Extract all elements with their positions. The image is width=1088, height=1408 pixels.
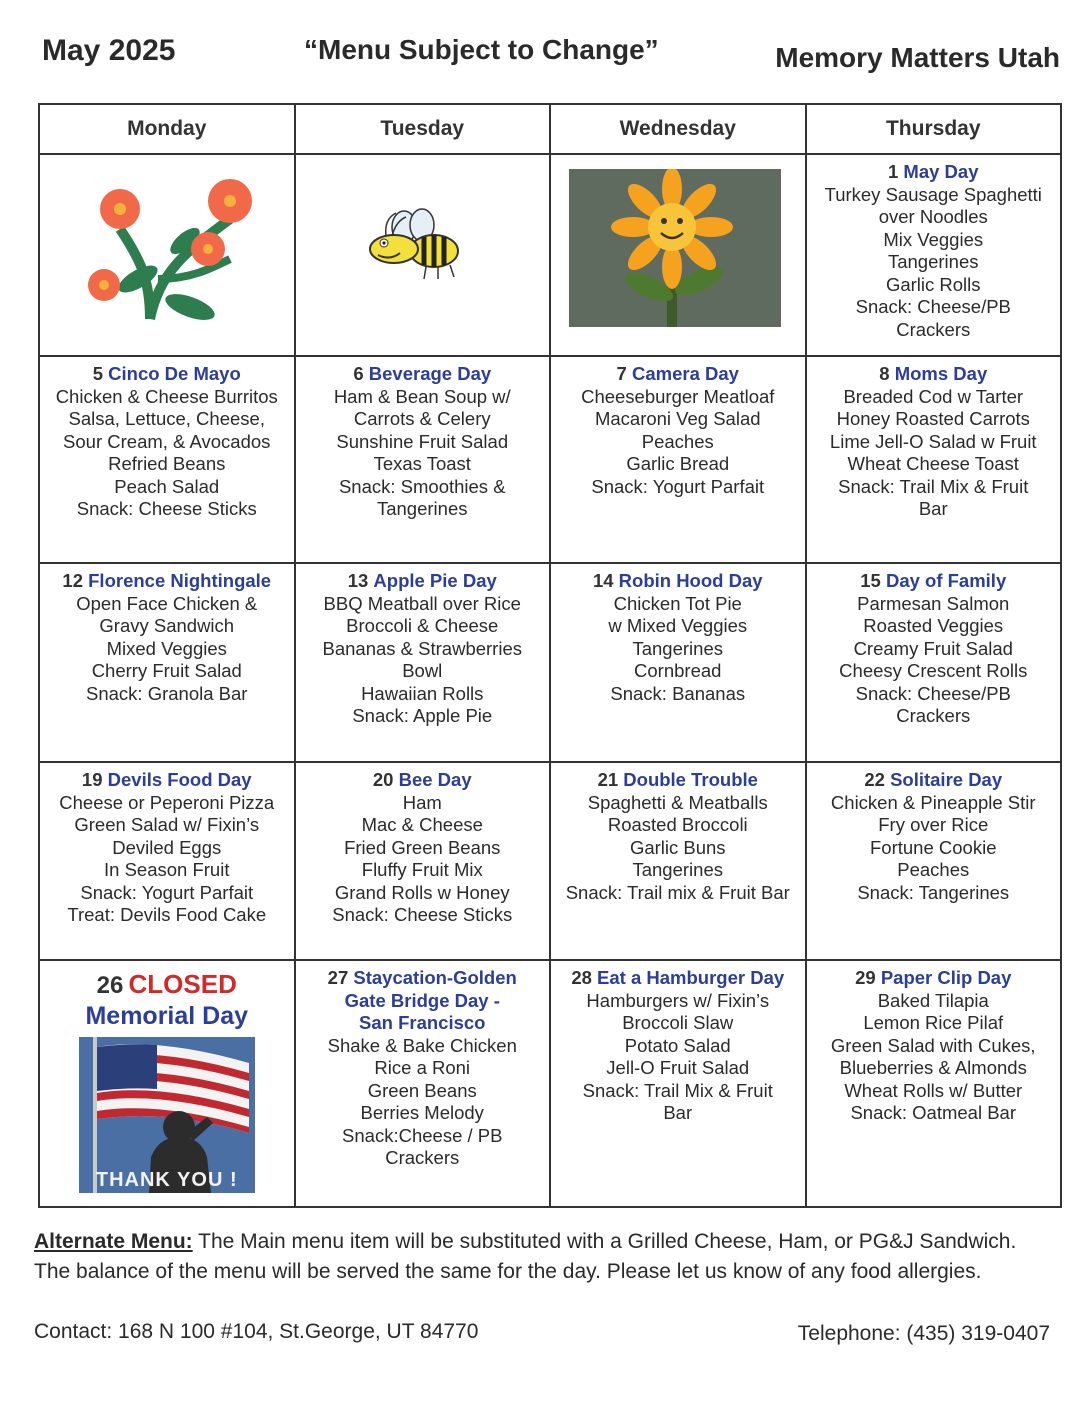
day-theme: Paper Clip Day	[880, 967, 1012, 988]
menu-line: Snack: Yogurt Parfait	[591, 475, 765, 497]
menu-line: Cheese or Peperoni Pizza	[59, 791, 275, 813]
menu-line: Wheat Cheese Toast	[847, 453, 1019, 474]
cell-week3-thu	[806, 762, 1062, 960]
menu-line: Cheesy Crescent Rolls	[839, 660, 1028, 681]
menu-line: Crackers	[896, 705, 971, 726]
menu-line: Turkey Sausage Spaghetti	[824, 183, 1042, 205]
cell-week0-tue	[295, 154, 551, 356]
menu-line: Peaches	[641, 430, 714, 452]
menu-line: Fortune Cookie	[870, 836, 997, 858]
menu-line: Fluffy Fruit Mix	[361, 859, 483, 880]
day-number: 29	[855, 967, 876, 988]
day-number: 13	[347, 570, 369, 591]
cell-week4-wed	[550, 960, 806, 1207]
cell-week1-wed	[550, 356, 806, 563]
sunflower-photo-icon	[569, 169, 781, 327]
menu-line: Ham	[402, 791, 442, 813]
day-theme: Bee Day	[398, 769, 472, 790]
menu-line: Snack: Apple Pie	[352, 705, 493, 726]
day-theme: Florence Nightingale	[88, 570, 272, 591]
menu-line: Baked Tilapia	[877, 989, 989, 1011]
day-number: 6	[353, 363, 364, 384]
menu-line: Snack: Smoothies &	[338, 475, 506, 497]
menu-line: Tangerines	[887, 251, 979, 272]
menu-line: Sunshine Fruit Salad	[336, 430, 509, 452]
menu-line: Berries Melody	[360, 1102, 484, 1123]
day-theme: Staycation-Golden	[353, 967, 517, 988]
menu-line: Sour Cream, & Avocados	[63, 430, 271, 452]
menu-line: Chicken Tot Pie	[613, 592, 742, 614]
day-number: 12	[62, 570, 83, 591]
cell-week2-thu	[806, 563, 1062, 762]
menu-line: Snack: Cheese Sticks	[332, 904, 513, 925]
org-name: Memory Matters Utah	[775, 42, 1060, 73]
cell-week1-mon	[39, 356, 295, 563]
menu-line: Bowl	[402, 660, 443, 681]
day-theme: Day of Family	[885, 570, 1007, 591]
menu-line: Snack: Cheese/PB	[855, 296, 1011, 317]
menu-line: Broccoli & Cheese	[346, 615, 499, 636]
flower-clipart-icon	[80, 169, 260, 329]
cell-week0-mon	[39, 154, 295, 356]
thank-you-banner: THANK YOU !	[95, 1168, 238, 1191]
menu-line: Shake & Bake Chicken	[327, 1034, 517, 1056]
cell-week0-wed	[550, 154, 806, 356]
menu-line: Lime Jell-O Salad w Fruit	[829, 430, 1037, 452]
menu-line: Green Beans	[367, 1079, 477, 1101]
day-theme: Apple Pie Day	[373, 570, 497, 591]
day-number: 15	[860, 570, 881, 591]
day-number: 22	[864, 769, 885, 790]
day-theme-line: San Francisco	[359, 1012, 486, 1033]
alternate-menu-note	[34, 1227, 1054, 1287]
menu-line: Bar	[663, 1102, 693, 1123]
cell-week2-tue	[295, 563, 551, 762]
day-theme: Robin Hood Day	[618, 570, 763, 591]
menu-line: Roasted Veggies	[863, 615, 1004, 636]
menu-line: w Mixed Veggies	[608, 615, 748, 636]
header-monday: Monday	[39, 104, 295, 154]
day-number: 21	[597, 769, 619, 790]
closed-label: CLOSED	[128, 969, 237, 999]
menu-line: Treat: Devils Food Cake	[67, 904, 267, 925]
day-number: 27	[327, 967, 349, 988]
telephone: Telephone: (435) 319-0407	[797, 1322, 1050, 1345]
menu-line: Crackers	[896, 318, 971, 340]
cell-week1-tue	[295, 356, 551, 563]
menu-line: Tangerines	[632, 859, 723, 880]
menu-line: Tangerines	[632, 637, 723, 659]
menu-line: Cornbread	[634, 660, 722, 681]
alternate-menu-text: The Main menu item will be substituted with a Grilled Cheese, Ham, or PG&J Sandwich. The balance of the menu will be served the same for the day. Please let us know of any food allergies.	[34, 1230, 1017, 1283]
menu-line: Wheat Rolls w/ Butter	[844, 1079, 1023, 1101]
menu-line: Cherry Fruit Salad	[91, 660, 242, 681]
cell-week1-thu	[806, 356, 1062, 563]
menu-line: Potato Salad	[624, 1034, 731, 1056]
menu-line: Snack:Cheese / PB	[342, 1124, 503, 1146]
day-theme: Cinco De Mayo	[108, 363, 241, 384]
holiday-label: Memorial Day	[85, 1001, 249, 1030]
menu-line: Chicken & Cheese Burritos	[55, 385, 278, 407]
day-theme-line: Gate Bridge Day -	[344, 989, 500, 1011]
menu-line: Snack: Yogurt Parfait	[80, 881, 254, 903]
menu-line: Texas Toast	[373, 453, 471, 474]
header-thursday: Thursday	[806, 104, 1062, 154]
menu-line: Garlic Buns	[629, 836, 726, 858]
day-number: 26	[96, 972, 124, 999]
menu-line: Snack: Cheese/PB	[855, 682, 1011, 704]
menu-line: Snack: Tangerines	[857, 881, 1010, 903]
header-wednesday: Wednesday	[550, 104, 806, 154]
cell-week3-mon	[39, 762, 295, 960]
menu-line: Rice a Roni	[374, 1057, 471, 1078]
day-theme: Solitaire Day	[890, 769, 1003, 790]
menu-line: Peach Salad	[114, 475, 220, 497]
menu-line: Snack: Oatmeal Bar	[850, 1102, 1017, 1123]
menu-line: Garlic Rolls	[885, 273, 981, 295]
menu-line: Mac & Cheese	[361, 814, 483, 835]
menu-line: Green Salad w/ Fixin’s	[74, 814, 260, 835]
cell-week3-tue	[295, 762, 551, 960]
menu-line: over Noodles	[878, 206, 988, 227]
day-theme: Beverage Day	[368, 363, 492, 384]
day-number: 14	[592, 570, 614, 591]
header-tuesday: Tuesday	[295, 104, 551, 154]
menu-line: Lemon Rice Pilaf	[863, 1012, 1004, 1033]
contact-address: Contact: 168 N 100 #104, St.George, UT 84770	[34, 1320, 479, 1343]
menu-line: Mixed Veggies	[106, 637, 227, 659]
alternate-menu-label: Alternate Menu:	[34, 1230, 193, 1253]
day-number: 5	[92, 363, 104, 384]
menu-line: Snack: Trail mix & Fruit Bar	[565, 881, 790, 903]
menu-line: Parmesan Salmon	[857, 592, 1010, 614]
menu-line: Spaghetti & Meatballs	[587, 791, 768, 813]
menu-line: Macaroni Veg Salad	[594, 408, 761, 429]
menu-line: Snack: Granola Bar	[86, 682, 248, 704]
menu-line: Cheeseburger Meatloaf	[581, 385, 775, 407]
menu-line: Gravy Sandwich	[99, 615, 235, 636]
bee-clipart-icon	[366, 203, 476, 283]
cell-week4-tue	[295, 960, 551, 1207]
menu-line: Crackers	[385, 1147, 460, 1168]
menu-line: Roasted Broccoli	[607, 814, 748, 835]
menu-line: Snack: Bananas	[610, 682, 746, 704]
day-theme: Double Trouble	[623, 769, 758, 790]
day-number: 20	[372, 769, 394, 790]
menu-line: Green Salad with Cukes,	[830, 1034, 1036, 1056]
menu-line: Open Face Chicken &	[76, 592, 258, 614]
menu-line: Snack: Trail Mix & Fruit	[582, 1079, 773, 1101]
menu-line: Snack: Trail Mix & Fruit	[838, 475, 1029, 497]
day-theme: Moms Day	[894, 363, 988, 384]
menu-line: Bananas & Strawberries	[322, 637, 522, 659]
menu-line: Hawaiian Rolls	[361, 682, 484, 704]
flag-salute-icon	[79, 1037, 255, 1193]
menu-calendar	[38, 103, 1062, 1208]
cell-week4-thu	[806, 960, 1062, 1207]
day-number: 1	[887, 161, 899, 182]
day-theme: Eat a Hamburger Day	[597, 967, 785, 988]
menu-line: Hamburgers w/ Fixin’s	[586, 989, 770, 1011]
menu-notice: “Menu Subject to Change”	[304, 34, 659, 65]
menu-line: In Season Fruit	[104, 859, 230, 880]
day-theme: Camera Day	[631, 363, 739, 384]
day-number: 8	[879, 363, 890, 384]
cell-week2-wed	[550, 563, 806, 762]
menu-line: Fry over Rice	[878, 814, 989, 835]
menu-line: Salsa, Lettuce, Cheese,	[68, 408, 265, 429]
cell-week2-mon	[39, 563, 295, 762]
menu-line: Refried Beans	[108, 453, 226, 474]
menu-line: Broccoli Slaw	[622, 1012, 734, 1033]
day-number: 19	[81, 769, 103, 790]
day-theme: May Day	[903, 161, 979, 182]
menu-line: Blueberries & Almonds	[839, 1057, 1027, 1078]
menu-line: Honey Roasted Carrots	[836, 408, 1030, 429]
menu-line: Mix Veggies	[883, 228, 984, 250]
cell-week3-wed	[550, 762, 806, 960]
day-number: 7	[616, 363, 627, 384]
menu-line: Creamy Fruit Salad	[853, 637, 1013, 659]
menu-line: Ham & Bean Soup w/	[333, 385, 511, 407]
menu-line: Chicken & Pineapple Stir	[830, 791, 1036, 813]
day-theme: Devils Food Day	[107, 769, 252, 790]
menu-line: Garlic Bread	[626, 453, 730, 474]
menu-line: Bar	[918, 498, 948, 519]
cell-week0-thu	[806, 154, 1062, 356]
menu-line: BBQ Meatball over Rice	[323, 592, 521, 614]
menu-line: Deviled Eggs	[112, 836, 222, 858]
menu-line: Snack: Cheese Sticks	[76, 498, 257, 519]
day-number: 28	[571, 967, 592, 988]
menu-line: Grand Rolls w Honey	[334, 881, 510, 903]
menu-line: Carrots & Celery	[353, 408, 491, 429]
menu-line: Peaches	[897, 859, 970, 880]
menu-line: Jell-O Fruit Salad	[606, 1057, 750, 1078]
menu-line: Tangerines	[376, 498, 468, 519]
cell-week4-mon	[39, 960, 295, 1207]
menu-line: Fried Green Beans	[344, 836, 501, 858]
menu-line: Breaded Cod w Tarter	[843, 385, 1024, 407]
month-title: May 2025	[42, 34, 176, 67]
